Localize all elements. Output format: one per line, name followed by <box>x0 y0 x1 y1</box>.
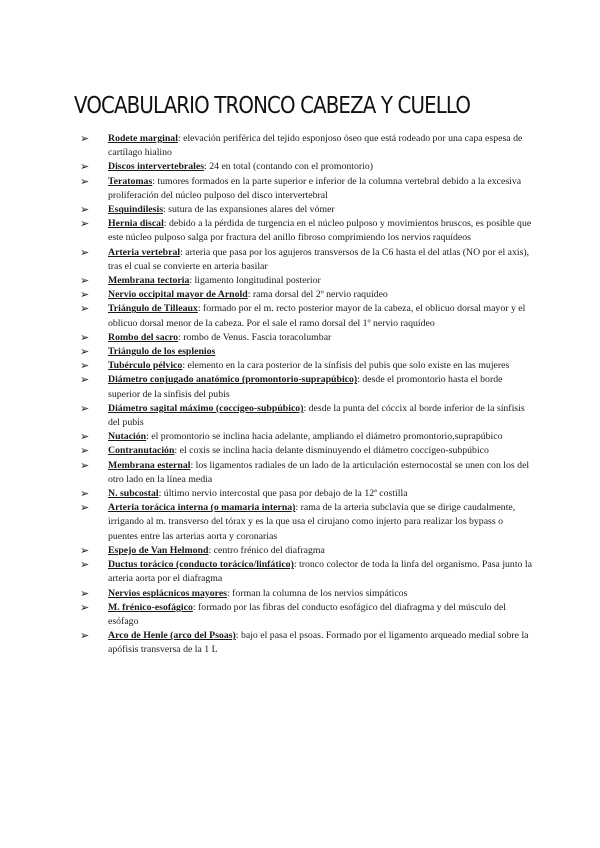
arrowhead-bullet-icon: ➢ <box>80 586 90 600</box>
vocabulary-term: Esquindilesis <box>108 204 164 216</box>
arrowhead-bullet-icon: ➢ <box>80 217 90 231</box>
arrowhead-bullet-icon: ➢ <box>80 373 90 387</box>
vocabulary-term: Arteria torácica interna (o mamaria interna) <box>108 502 296 514</box>
arrowhead-bullet-icon: ➢ <box>80 401 90 415</box>
vocabulary-definition: : el promontorio se inclina hacia adelante, ampliando el diámetro promontorio,suprapúbico <box>146 431 503 443</box>
vocabulary-item <box>80 444 532 458</box>
vocabulary-term: Membrana tectoria <box>108 275 190 287</box>
vocabulary-term: M. frénico-esofágico <box>108 601 193 613</box>
vocabulary-item <box>80 430 532 444</box>
vocabulary-term: Triángulo de Tilleaux <box>108 303 198 315</box>
vocabulary-definition: : el coxis se inclina hacia delante disminuyendo el diámetro coccígeo-subpúbico <box>174 445 489 457</box>
arrowhead-bullet-icon: ➢ <box>80 330 90 344</box>
vocabulary-item <box>80 217 532 245</box>
vocabulary-definition: : forman la columna de los nervios simpáticos <box>227 587 408 599</box>
vocabulary-item <box>80 373 532 401</box>
vocabulary-definition: : desde el promontorio hasta el borde superior de la sínfisis del pubis <box>108 374 503 400</box>
vocabulary-term: Rombo del sacro <box>108 331 179 343</box>
vocabulary-item <box>80 160 532 174</box>
vocabulary-term: Diámetro conjugado anatómico (promontorio-suprapúbico) <box>108 374 358 386</box>
vocabulary-term: Triángulo de los esplenios <box>108 346 216 358</box>
arrowhead-bullet-icon: ➢ <box>80 430 90 444</box>
arrowhead-bullet-icon: ➢ <box>80 203 90 217</box>
vocabulary-definition: : elemento en la cara posterior de la sínfisis del pubis que solo existe en las mujeres <box>182 360 510 372</box>
vocabulary-item <box>80 544 532 558</box>
vocabulary-item <box>80 459 532 487</box>
vocabulary-definition: : ligamento longitudinal posterior <box>189 275 321 287</box>
vocabulary-term: Arco de Henle (arco del Psoas) <box>108 630 236 642</box>
vocabulary-definition: : rama de la arteria subclavia que se dirige caudalmente, irrigando al m. transverso del tórax y es la que usa el cirujano como injerto para realizar los bypass o puentes entre las arterias aorta y coronarias <box>108 502 516 542</box>
vocabulary-term: Arteria vertebral <box>108 246 181 258</box>
vocabulary-term: Espejo de Van Helmond <box>108 544 209 556</box>
vocabulary-item <box>80 402 532 430</box>
vocabulary-term: Membrana esternal <box>108 459 191 471</box>
arrowhead-bullet-icon: ➢ <box>80 501 90 515</box>
vocabulary-definition: : elevación periférica del tejido esponjoso óseo que está rodeado por una capa espesa de cartílago hialino <box>108 133 523 159</box>
vocabulary-term: Tubérculo pélvico <box>108 360 183 372</box>
vocabulary-term: Nutación <box>108 431 147 443</box>
vocabulary-definition: : formado por el m. recto posterior mayor de la cabeza, el oblicuo dorsal mayor y el oblicuo dorsal menor de la cabeza. Por el sale el ramo dorsal del 1º nervio raquídeo <box>108 303 526 329</box>
vocabulary-definition: : formado por las fibras del conducto esofágico del diafragma y del músculo del esófago <box>108 601 507 627</box>
arrowhead-bullet-icon: ➢ <box>80 160 90 174</box>
arrowhead-bullet-icon: ➢ <box>80 458 90 472</box>
arrowhead-bullet-icon: ➢ <box>80 132 90 145</box>
vocabulary-term: N. subcostal <box>108 488 159 500</box>
vocabulary-definition: : debido a la pérdida de turgencia en el núcleo pulposo y movimientos bruscos, es posible que este núcleo pulposo salga por fractura del anillo fibroso comprimiendo los nervios raquídeos <box>108 218 532 244</box>
vocabulary-definition: : arteria que pasa por los agujeros transversos de la C6 hasta el del atlas (NO por el axis), tras el cual se convierte en arteria basilar <box>108 246 530 272</box>
arrowhead-bullet-icon: ➢ <box>80 629 90 643</box>
arrowhead-bullet-icon: ➢ <box>80 558 90 572</box>
vocabulary-list <box>80 132 532 658</box>
vocabulary-item <box>80 487 532 501</box>
arrowhead-bullet-icon: ➢ <box>80 302 90 316</box>
vocabulary-item <box>80 175 532 203</box>
vocabulary-definition: : 24 en total (contando con el promontorio) <box>204 161 374 173</box>
vocabulary-item <box>80 246 532 274</box>
vocabulary-definition: : rama dorsal del 2º nervio raquídeo <box>247 289 388 301</box>
vocabulary-item <box>80 629 532 657</box>
arrowhead-bullet-icon: ➢ <box>80 444 90 458</box>
arrowhead-bullet-icon: ➢ <box>80 359 90 373</box>
vocabulary-item <box>80 132 532 160</box>
vocabulary-term: Rodete marginal <box>108 133 178 144</box>
vocabulary-definition: : los ligamentos radiales de un lado de la articulación esternocostal se unen con los del otro lado en la línea media <box>108 459 530 485</box>
vocabulary-item <box>80 345 532 359</box>
vocabulary-item <box>80 288 532 302</box>
vocabulary-definition: : tronco colector de toda la linfa del organismo. Pasa junto la arteria aorta por el diafragma <box>108 559 532 585</box>
vocabulary-item <box>80 359 532 373</box>
vocabulary-item <box>80 587 532 601</box>
vocabulary-definition: : rombo de Venus. Fascia toracolumbar <box>178 331 332 343</box>
arrowhead-bullet-icon: ➢ <box>80 245 90 259</box>
vocabulary-item <box>80 501 532 544</box>
vocabulary-term: Discos intervertebrales <box>108 161 205 173</box>
vocabulary-definition: : bajo el pasa el psoas. Formado por el ligamento arqueado medial sobre la apófisis transversa de la 1 L <box>108 630 529 656</box>
vocabulary-term: Contranutación <box>108 445 175 457</box>
vocabulary-term: Nervio occipital mayor de Arnold <box>108 289 248 301</box>
vocabulary-term: Nervios esplácnicos mayores <box>108 587 227 599</box>
arrowhead-bullet-icon: ➢ <box>80 288 90 302</box>
vocabulary-definition: : centro frénico del diafragma <box>208 544 325 556</box>
arrowhead-bullet-icon: ➢ <box>80 487 90 501</box>
arrowhead-bullet-icon: ➢ <box>80 174 90 188</box>
vocabulary-term: Diámetro sagital máximo (coccígeo-subpúbico) <box>108 402 304 414</box>
vocabulary-item <box>80 601 532 629</box>
vocabulary-item <box>80 558 532 586</box>
page-title: VOCABULARIO TRONCO CABEZA Y CUELLO <box>74 93 471 120</box>
vocabulary-definition: : sutura de las expansiones alares del vómer <box>163 204 335 216</box>
arrowhead-bullet-icon: ➢ <box>80 345 90 359</box>
vocabulary-item <box>80 331 532 345</box>
vocabulary-definition: : desde la punta del cóccix al borde inferior de la sínfisis del pubis <box>108 402 525 429</box>
arrowhead-bullet-icon: ➢ <box>80 543 90 557</box>
vocabulary-item <box>80 274 532 288</box>
vocabulary-definition: : último nervio intercostal que pasa por debajo de la 12ª costilla <box>158 488 408 500</box>
vocabulary-item <box>80 203 532 217</box>
vocabulary-term: Teratomas <box>108 175 153 187</box>
vocabulary-term: Hernia discal <box>108 218 164 230</box>
arrowhead-bullet-icon: ➢ <box>80 274 90 288</box>
arrowhead-bullet-icon: ➢ <box>80 600 90 614</box>
vocabulary-definition: : tumores formados en la parte superior e inferior de la columna vertebral debido a la excesiva proliferación del núcleo pulposo del disco intervertebral <box>108 175 522 201</box>
vocabulary-term: Ductus torácico (conducto torácico/linfático) <box>108 559 294 571</box>
vocabulary-item <box>80 302 532 330</box>
